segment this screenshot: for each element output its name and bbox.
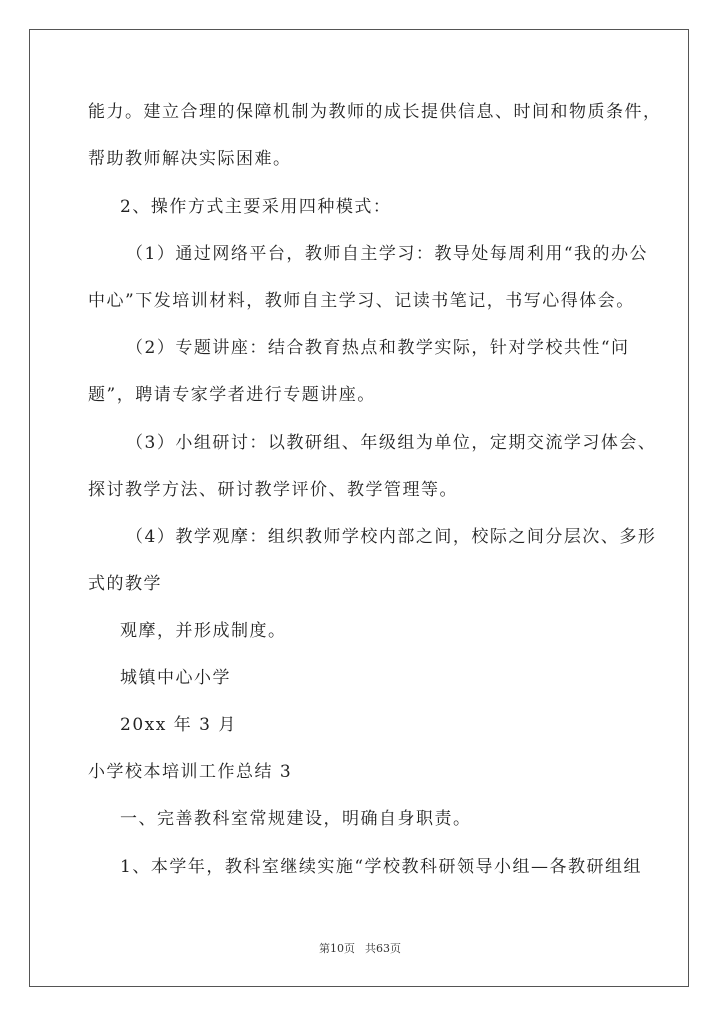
section-heading: 一、完善教科室常规建设，明确自身职责。 [120,809,472,829]
paragraph-line: 题”，聘请专家学者进行专题讲座。 [88,385,376,405]
paragraph-line: 2、操作方式主要采用四种模式： [120,197,392,217]
paragraph-line: 中心”下发培训材料，教师自主学习、记读书笔记，书写心得体会。 [88,291,635,311]
page-footer [0,942,720,956]
paragraph-line: 帮助教师解决实际困难。 [88,149,292,169]
page-border [29,29,689,987]
paragraph-line: 能力。建立合理的保障机制为教师的成长提供信息、时间和物质条件， [88,102,662,122]
paragraph-line: 式的教学 [88,574,162,594]
signature-date: 20xx 年 3 月 [120,715,237,735]
section-title: 小学校本培训工作总结 3 [88,762,293,782]
page-number: 第10页 [319,942,355,955]
paragraph-line: 观摩，并形成制度。 [120,621,287,641]
paragraph-line: 探讨教学方法、研讨教学评价、教学管理等。 [88,480,458,500]
paragraph-line: （1）通过网络平台，教师自主学习：教导处每周利用“我的办公 [126,244,649,264]
paragraph-line: （2）专题讲座：结合教育热点和教学实际，针对学校共性“问 [126,338,630,358]
signature-organization: 城镇中心小学 [120,668,231,688]
paragraph-line: （4）教学观摩：组织教师学校内部之间，校际之间分层次、多形 [126,527,657,547]
page-total: 共63页 [365,942,401,955]
paragraph-line: 1、本学年，教科室继续实施“学校教科研领导小组—各教研组组 [120,857,643,877]
paragraph-line: （3）小组研讨：以教研组、年级组为单位，定期交流学习体会、 [126,433,657,453]
